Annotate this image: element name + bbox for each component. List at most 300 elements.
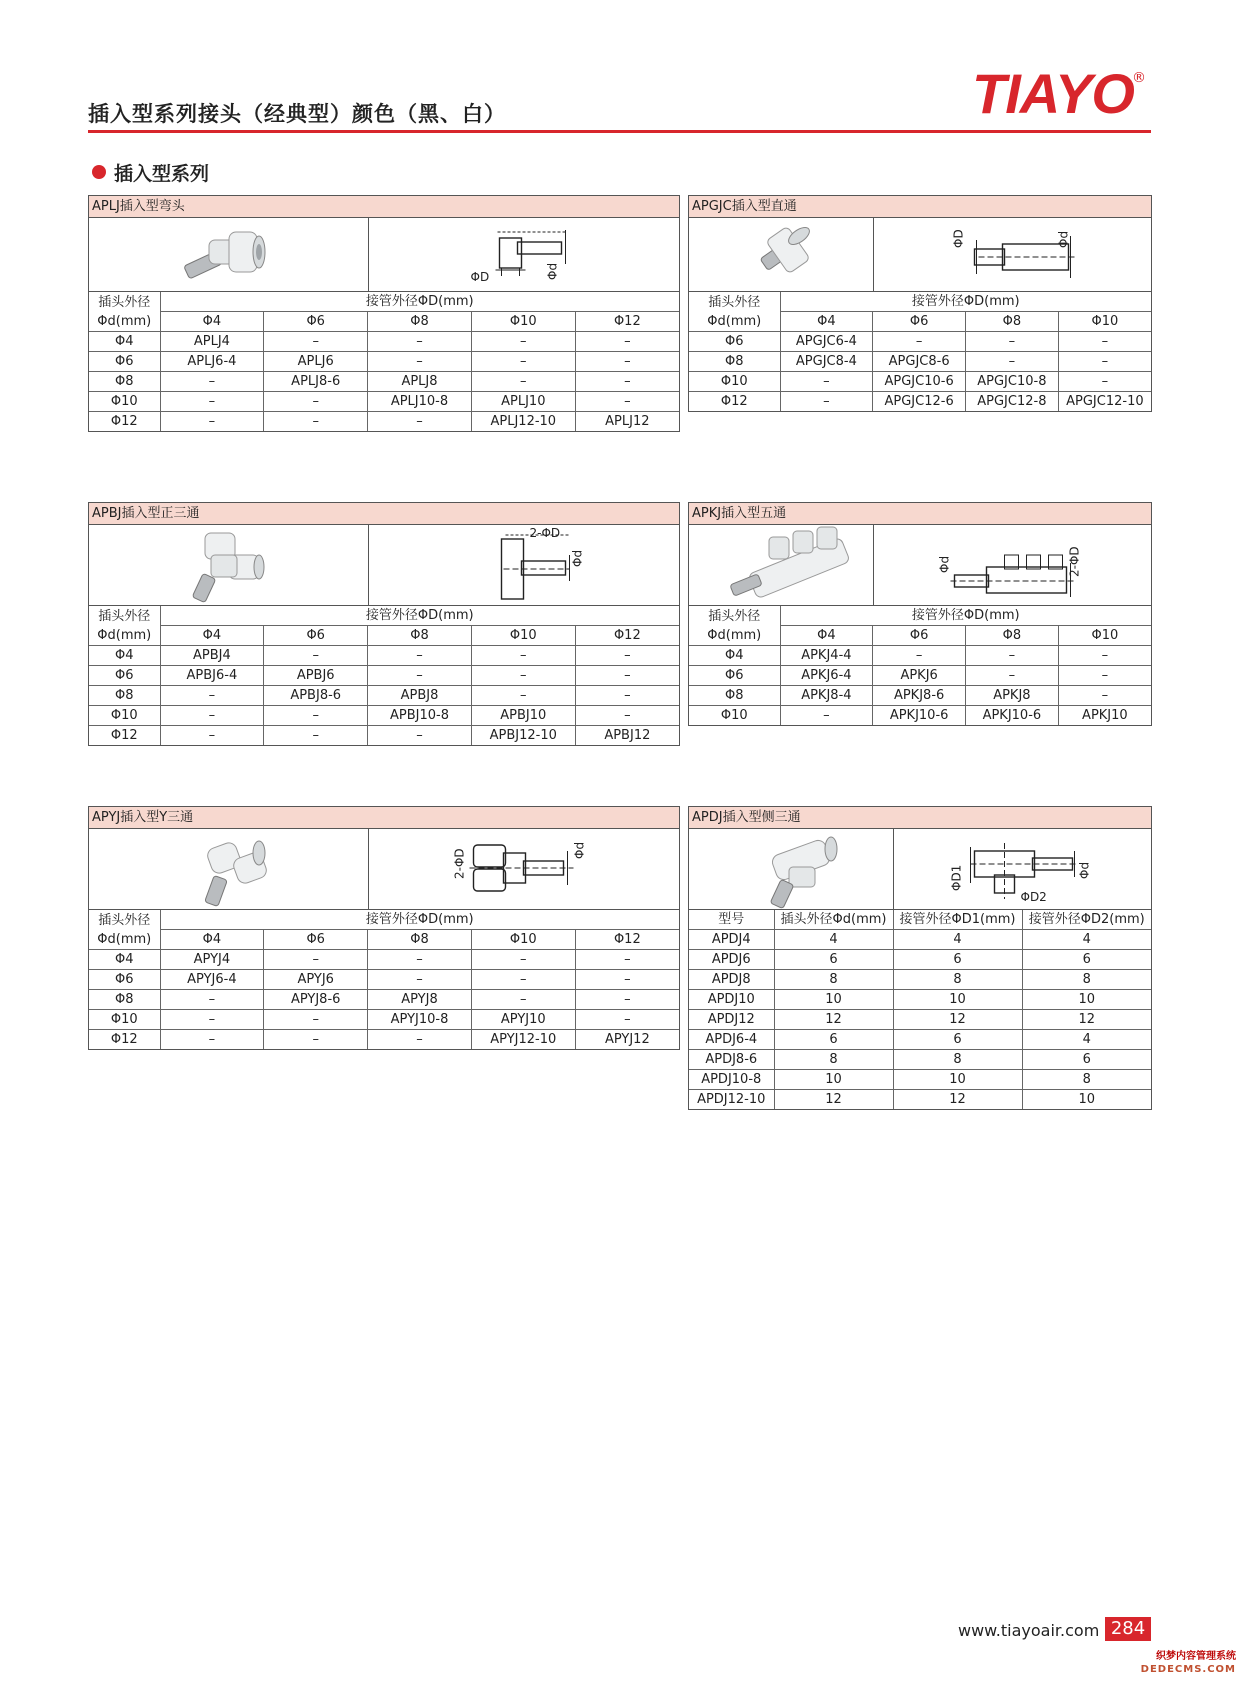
table-cell: –	[160, 990, 264, 1010]
table-row	[89, 1030, 679, 1050]
table-cell: –	[160, 372, 264, 392]
table-cell: –	[471, 990, 575, 1010]
product-images	[689, 525, 1151, 606]
table-cell: –	[575, 392, 679, 412]
table-cell: –	[575, 950, 679, 970]
panel-title: APLJ插入型弯头	[89, 196, 679, 218]
table-cell: –	[264, 726, 368, 746]
table-cell: 10	[1022, 990, 1151, 1010]
table-cell: 8	[1022, 970, 1151, 990]
table-cell: APKJ10-6	[873, 706, 966, 726]
svg-text:Φd: Φd	[1077, 861, 1092, 879]
table-cell: –	[160, 706, 264, 726]
svg-text:Φd: Φd	[572, 841, 587, 859]
table-cell: APDJ4	[689, 930, 774, 950]
table-cell: APBJ12	[575, 726, 679, 746]
table-cell: –	[471, 666, 575, 686]
table-cell: APLJ6	[264, 352, 368, 372]
product-photo	[689, 525, 874, 605]
table-row	[89, 706, 679, 726]
column-header: Φ6	[873, 626, 966, 646]
table-cell: –	[471, 970, 575, 990]
table-cell: Φ6	[689, 666, 780, 686]
product-photo	[89, 218, 369, 291]
column-header: Φ10	[471, 626, 575, 646]
table-cell: 6	[774, 950, 893, 970]
table-cell: APBJ10	[471, 706, 575, 726]
group-header: 接管外径ΦD(mm)	[780, 292, 1151, 312]
table-cell: –	[966, 666, 1059, 686]
table-cell: Φ8	[89, 686, 160, 706]
table-cell: –	[471, 646, 575, 666]
technical-drawing	[369, 525, 679, 605]
table-cell: APBJ8-6	[264, 686, 368, 706]
column-header: Φ10	[1058, 312, 1151, 332]
table-cell: Φ12	[89, 1030, 160, 1050]
table-cell: APBJ8	[368, 686, 472, 706]
table-cell: 6	[893, 950, 1022, 970]
model-table	[89, 292, 679, 431]
table-cell: Φ10	[89, 1010, 160, 1030]
table-cell: 8	[1022, 1070, 1151, 1090]
table-cell: APLJ6-4	[160, 352, 264, 372]
table-cell: APDJ12	[689, 1010, 774, 1030]
column-header: 插头外径Φd(mm)	[774, 910, 893, 930]
table-cell: APKJ10-6	[966, 706, 1059, 726]
table-cell: –	[575, 352, 679, 372]
table-cell: APYJ6	[264, 970, 368, 990]
table-cell: APBJ4	[160, 646, 264, 666]
column-header: Φ12	[575, 626, 679, 646]
table-cell: APKJ6	[873, 666, 966, 686]
svg-text:Φd: Φd	[937, 555, 952, 573]
table-cell: APKJ8	[966, 686, 1059, 706]
table-cell: APKJ4-4	[780, 646, 873, 666]
model-table	[89, 910, 679, 1049]
table-cell: APDJ6-4	[689, 1030, 774, 1050]
table-cell: APDJ12-10	[689, 1090, 774, 1110]
table-cell: 10	[1022, 1090, 1151, 1110]
title-rule	[88, 130, 1151, 133]
section-title: 插入型系列	[114, 163, 210, 185]
column-header: 接管外径ΦD2(mm)	[1022, 910, 1151, 930]
panel-apyj	[88, 806, 680, 1050]
column-header: Φ4	[160, 930, 264, 950]
table-row	[89, 726, 679, 746]
column-header: Φ12	[575, 930, 679, 950]
table-cell: APKJ8-4	[780, 686, 873, 706]
table-cell: 4	[1022, 930, 1151, 950]
product-photo	[89, 525, 369, 605]
table-cell: Φ4	[89, 332, 160, 352]
group-header: 接管外径ΦD(mm)	[780, 606, 1151, 626]
table-cell: 12	[774, 1010, 893, 1030]
elbow-drawing-icon	[369, 218, 679, 291]
column-header: Φ12	[575, 312, 679, 332]
product-images	[89, 525, 679, 606]
table-row	[689, 950, 1151, 970]
column-header: Φ8	[368, 626, 472, 646]
table-cell: APGJC6-4	[780, 332, 873, 352]
table-cell: –	[264, 1030, 368, 1050]
panel-apgjc	[688, 195, 1152, 412]
table-cell: Φ10	[689, 372, 780, 392]
table-cell: –	[160, 726, 264, 746]
table-cell: APGJC8-4	[780, 352, 873, 372]
table-cell: Φ4	[89, 950, 160, 970]
table-cell: 6	[1022, 1050, 1151, 1070]
table-cell: –	[780, 372, 873, 392]
table-cell: APYJ12-10	[471, 1030, 575, 1050]
table-cell: APLJ8-6	[264, 372, 368, 392]
section-bullet-icon	[92, 165, 106, 179]
table-cell: APKJ6-4	[780, 666, 873, 686]
panel-title: APKJ插入型五通	[689, 503, 1151, 525]
table-row	[689, 392, 1151, 412]
table-cell: –	[1058, 646, 1151, 666]
table-cell: APLJ4	[160, 332, 264, 352]
table-cell: APGJC10-8	[966, 372, 1059, 392]
table-row	[89, 1010, 679, 1030]
tee-drawing-icon	[369, 525, 679, 605]
table-cell: –	[966, 332, 1059, 352]
five-way-drawing-icon	[874, 525, 1151, 605]
table-cell: APLJ10-8	[368, 392, 472, 412]
svg-text:2-ΦD: 2-ΦD	[529, 526, 561, 540]
table-cell: 6	[774, 1030, 893, 1050]
table-cell: –	[1058, 686, 1151, 706]
table-row	[689, 372, 1151, 392]
table-cell: APKJ8-6	[873, 686, 966, 706]
table-row	[89, 646, 679, 666]
row-header: 插头外径 Φd(mm)	[689, 606, 780, 646]
table-cell: APDJ8-6	[689, 1050, 774, 1070]
watermark-text: DEDECMS.COM	[1140, 1664, 1236, 1675]
table-cell: –	[873, 646, 966, 666]
table-row	[89, 950, 679, 970]
table-cell: Φ12	[689, 392, 780, 412]
table-cell: Φ4	[689, 646, 780, 666]
panel-title: APBJ插入型正三通	[89, 503, 679, 525]
side-tee-fitting-icon	[689, 829, 893, 909]
table-row	[689, 990, 1151, 1010]
website-link[interactable]: www.tiayoair.com	[958, 1621, 1100, 1640]
table-cell: APLJ12-10	[471, 412, 575, 432]
product-images	[689, 218, 1151, 292]
model-table	[89, 606, 679, 745]
y-drawing-icon	[369, 829, 679, 909]
group-header: 接管外径ΦD(mm)	[160, 606, 679, 626]
table-cell: APGJC8-6	[873, 352, 966, 372]
column-header: Φ8	[966, 312, 1059, 332]
table-cell: –	[368, 666, 472, 686]
table-row	[689, 1070, 1151, 1090]
table-cell: Φ6	[89, 970, 160, 990]
table-cell: 10	[774, 1070, 893, 1090]
svg-text:ΦD1: ΦD1	[949, 864, 964, 891]
table-cell: –	[264, 1010, 368, 1030]
table-cell: 12	[774, 1090, 893, 1110]
table-cell: APBJ6	[264, 666, 368, 686]
straight-drawing-icon	[874, 218, 1151, 291]
table-cell: –	[780, 706, 873, 726]
group-header: 接管外径ΦD(mm)	[160, 910, 679, 930]
table-cell: –	[575, 372, 679, 392]
table-cell: –	[575, 332, 679, 352]
table-cell: APBJ12-10	[471, 726, 575, 746]
panel-apbj	[88, 502, 680, 746]
watermark	[1132, 1650, 1236, 1676]
panel-aplj	[88, 195, 680, 432]
table-row	[89, 412, 679, 432]
straight-fitting-icon	[689, 218, 873, 291]
table-cell: 8	[893, 970, 1022, 990]
panel-title: APDJ插入型侧三通	[689, 807, 1151, 829]
table-cell: –	[368, 1030, 472, 1050]
table-cell: 10	[774, 990, 893, 1010]
table-cell: –	[575, 646, 679, 666]
column-header: Φ6	[264, 312, 368, 332]
column-header: Φ4	[160, 626, 264, 646]
table-row	[89, 970, 679, 990]
column-header: Φ10	[1058, 626, 1151, 646]
table-cell: Φ8	[89, 372, 160, 392]
table-cell: APYJ10-8	[368, 1010, 472, 1030]
table-cell: Φ8	[689, 686, 780, 706]
tee-fitting-icon	[89, 525, 368, 605]
group-header: 接管外径ΦD(mm)	[160, 292, 679, 312]
table-cell: –	[264, 392, 368, 412]
table-cell: –	[368, 970, 472, 990]
table-cell: Φ8	[689, 352, 780, 372]
table-cell: –	[368, 412, 472, 432]
column-header: Φ6	[264, 930, 368, 950]
svg-text:2-ΦD: 2-ΦD	[1067, 546, 1082, 577]
table-cell: –	[368, 352, 472, 372]
technical-drawing	[874, 525, 1151, 605]
table-cell: 4	[1022, 1030, 1151, 1050]
model-table	[689, 606, 1151, 725]
table-row	[689, 1030, 1151, 1050]
table-cell: –	[966, 352, 1059, 372]
column-header: Φ8	[368, 930, 472, 950]
table-cell: –	[575, 1010, 679, 1030]
table-cell: 6	[893, 1030, 1022, 1050]
column-header: 型号	[689, 910, 774, 930]
table-row	[89, 686, 679, 706]
table-row	[689, 970, 1151, 990]
table-cell: –	[160, 1010, 264, 1030]
table-cell: 6	[1022, 950, 1151, 970]
panel-title: APGJC插入型直通	[689, 196, 1151, 218]
table-cell: –	[575, 666, 679, 686]
table-cell: Φ12	[89, 412, 160, 432]
table-cell: Φ6	[689, 332, 780, 352]
table-row	[689, 352, 1151, 372]
svg-text:ΦD: ΦD	[951, 229, 966, 248]
table-cell: –	[264, 950, 368, 970]
table-cell: 12	[1022, 1010, 1151, 1030]
product-photo	[89, 829, 369, 909]
product-images	[89, 829, 679, 910]
product-photo	[689, 218, 874, 291]
table-cell: –	[471, 352, 575, 372]
column-header: 接管外径ΦD1(mm)	[893, 910, 1022, 930]
table-cell: APYJ4	[160, 950, 264, 970]
table-row	[89, 372, 679, 392]
table-cell: –	[471, 950, 575, 970]
table-cell: –	[575, 970, 679, 990]
technical-drawing	[874, 218, 1151, 291]
column-header: Φ6	[873, 312, 966, 332]
svg-text:Φd: Φd	[1056, 230, 1071, 248]
table-cell: –	[575, 686, 679, 706]
five-way-fitting-icon	[689, 525, 873, 605]
brand-logo: TIAYO	[972, 62, 1134, 125]
row-header: 插头外径 Φd(mm)	[89, 910, 160, 950]
table-cell: APLJ10	[471, 392, 575, 412]
column-header: Φ4	[780, 626, 873, 646]
technical-drawing	[369, 218, 679, 291]
svg-text:Φd: Φd	[570, 549, 585, 567]
model-table	[689, 292, 1151, 411]
technical-drawing	[369, 829, 679, 909]
table-cell: Φ10	[89, 706, 160, 726]
table-cell: 8	[893, 1050, 1022, 1070]
table-cell: –	[575, 990, 679, 1010]
table-cell: –	[873, 332, 966, 352]
table-cell: Φ4	[89, 646, 160, 666]
svg-text:ΦD2: ΦD2	[1020, 890, 1047, 904]
table-cell: APDJ8	[689, 970, 774, 990]
table-cell: –	[264, 646, 368, 666]
table-cell: –	[966, 646, 1059, 666]
table-cell: –	[264, 706, 368, 726]
column-header: Φ8	[966, 626, 1059, 646]
row-header: 插头外径 Φd(mm)	[89, 606, 160, 646]
drawing-label: ΦD	[470, 270, 490, 284]
column-header: Φ4	[160, 312, 264, 332]
watermark-text: 织梦内容管理系统	[1156, 1651, 1236, 1662]
column-header: Φ10	[471, 930, 575, 950]
table-cell: APLJ12	[575, 412, 679, 432]
registered-mark: ®	[1132, 70, 1146, 86]
column-header: Φ4	[780, 312, 873, 332]
table-cell: APKJ10	[1058, 706, 1151, 726]
table-cell: –	[1058, 352, 1151, 372]
column-header: Φ8	[368, 312, 472, 332]
table-cell: –	[1058, 332, 1151, 352]
table-row	[89, 352, 679, 372]
table-cell: APYJ12	[575, 1030, 679, 1050]
column-header: Φ10	[471, 312, 575, 332]
table-cell: Φ8	[89, 990, 160, 1010]
table-cell: 10	[893, 990, 1022, 1010]
table-cell: Φ6	[89, 666, 160, 686]
table-cell: APLJ8	[368, 372, 472, 392]
table-cell: 8	[774, 970, 893, 990]
table-cell: –	[471, 372, 575, 392]
table-cell: Φ10	[89, 392, 160, 412]
table-row	[89, 392, 679, 412]
table-cell: 12	[893, 1010, 1022, 1030]
table-cell: –	[368, 726, 472, 746]
product-images	[689, 829, 1151, 910]
table-cell: APGJC12-10	[1058, 392, 1151, 412]
panel-apdj	[688, 806, 1152, 1110]
table-row	[689, 1010, 1151, 1030]
page-title: 插入型系列接头（经典型）颜色（黑、白）	[88, 102, 506, 126]
elbow-fitting-icon	[89, 218, 368, 291]
table-row	[689, 666, 1151, 686]
table-cell: APDJ6	[689, 950, 774, 970]
table-row	[689, 646, 1151, 666]
svg-text:2-ΦD: 2-ΦD	[452, 848, 467, 879]
table-row	[689, 706, 1151, 726]
panel-title: APYJ插入型Y三通	[89, 807, 679, 829]
table-cell: –	[368, 950, 472, 970]
product-images	[89, 218, 679, 292]
table-cell: –	[471, 686, 575, 706]
column-header: Φ6	[264, 626, 368, 646]
table-cell: APGJC12-6	[873, 392, 966, 412]
table-cell: APDJ10	[689, 990, 774, 1010]
table-row	[689, 1090, 1151, 1110]
model-table	[689, 910, 1151, 1109]
table-row	[689, 1050, 1151, 1070]
table-cell: Φ10	[689, 706, 780, 726]
table-cell: APYJ6-4	[160, 970, 264, 990]
svg-text:Φd: Φd	[545, 262, 560, 280]
table-cell: 4	[893, 930, 1022, 950]
table-row	[89, 990, 679, 1010]
table-row	[689, 332, 1151, 352]
table-cell: APYJ8-6	[264, 990, 368, 1010]
table-cell: APBJ10-8	[368, 706, 472, 726]
table-cell: –	[1058, 666, 1151, 686]
table-cell: APGJC12-8	[966, 392, 1059, 412]
table-cell: –	[160, 412, 264, 432]
table-cell: –	[160, 686, 264, 706]
table-cell: –	[160, 1030, 264, 1050]
y-fitting-icon	[89, 829, 368, 909]
table-cell: –	[368, 332, 472, 352]
table-cell: APGJC10-6	[873, 372, 966, 392]
table-row	[89, 332, 679, 352]
side-tee-drawing-icon	[894, 829, 1151, 909]
table-cell: –	[264, 412, 368, 432]
table-cell: –	[160, 392, 264, 412]
table-row	[89, 666, 679, 686]
table-cell: –	[1058, 372, 1151, 392]
technical-drawing	[894, 829, 1151, 909]
table-cell: APYJ8	[368, 990, 472, 1010]
table-cell: APYJ10	[471, 1010, 575, 1030]
table-cell: 8	[774, 1050, 893, 1070]
table-cell: –	[471, 332, 575, 352]
table-cell: APDJ10-8	[689, 1070, 774, 1090]
page-number: 284	[1105, 1617, 1151, 1641]
table-cell: 12	[893, 1090, 1022, 1110]
table-cell: –	[264, 332, 368, 352]
table-row	[689, 930, 1151, 950]
table-cell: Φ6	[89, 352, 160, 372]
row-header: 插头外径 Φd(mm)	[89, 292, 160, 332]
table-cell: Φ12	[89, 726, 160, 746]
table-cell: 10	[893, 1070, 1022, 1090]
table-cell: –	[368, 646, 472, 666]
table-cell: –	[575, 706, 679, 726]
